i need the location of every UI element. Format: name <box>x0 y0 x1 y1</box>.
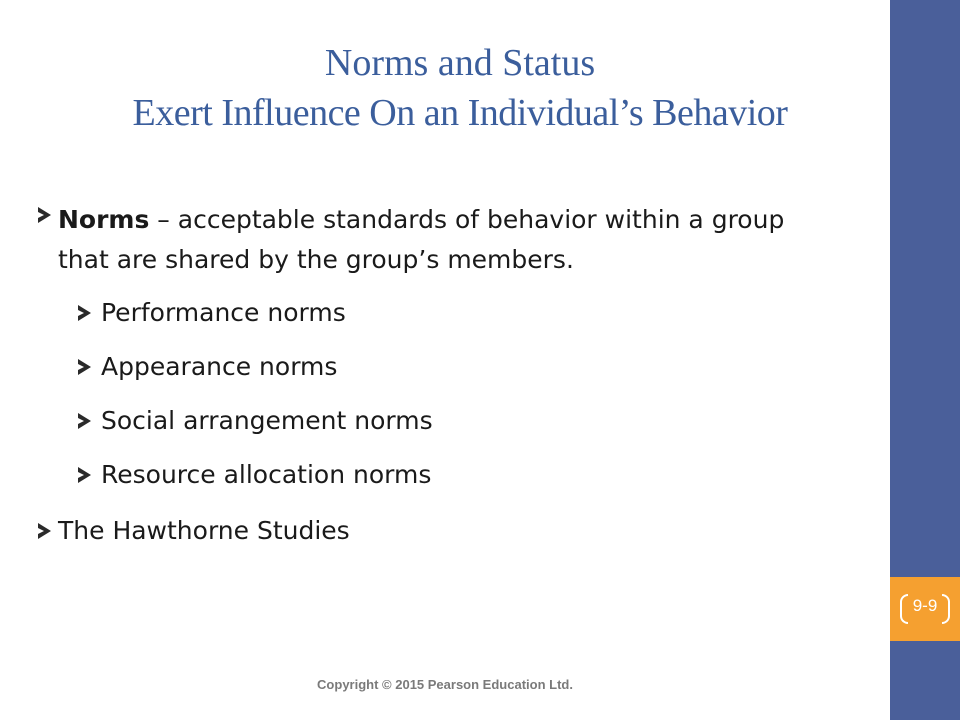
norms-definition: – acceptable standards of behavior within a group that are shared by the group’s members. <box>58 205 785 274</box>
slide-body <box>38 200 838 558</box>
arrow-bullet-icon <box>78 467 91 483</box>
arrow-bullet-icon <box>38 523 51 539</box>
bullet-hawthorne <box>38 504 838 558</box>
sub-bullet-label: Resource allocation norms <box>101 460 432 489</box>
right-bracket-icon <box>942 594 950 624</box>
sub-bullet-appearance <box>38 340 838 394</box>
arrow-bullet-icon <box>78 413 91 429</box>
sub-bullet-label: Social arrangement norms <box>101 406 433 435</box>
page-number-badge <box>890 577 960 641</box>
sub-bullet-label: Appearance norms <box>101 352 338 381</box>
norms-term: Norms <box>58 205 150 234</box>
title-line-2: Exert Influence On an Individual’s Behavior <box>132 92 788 134</box>
sub-bullet-label: Performance norms <box>101 298 346 327</box>
arrow-bullet-icon <box>78 305 91 321</box>
slide-title <box>40 38 880 138</box>
arrow-bullet-icon <box>78 359 91 375</box>
sub-bullet-social-arrangement <box>38 394 838 448</box>
sub-bullet-performance <box>38 286 838 340</box>
copyright-footer: Copyright © 2015 Pearson Education Ltd. <box>317 677 573 692</box>
page-number: 9-9 <box>912 596 938 615</box>
sub-bullet-resource-allocation <box>38 448 838 502</box>
bullet-norms <box>38 200 838 280</box>
arrow-bullet-icon <box>38 207 51 223</box>
hawthorne-label: The Hawthorne Studies <box>58 516 350 545</box>
title-line-1: Norms and Status <box>324 42 596 84</box>
